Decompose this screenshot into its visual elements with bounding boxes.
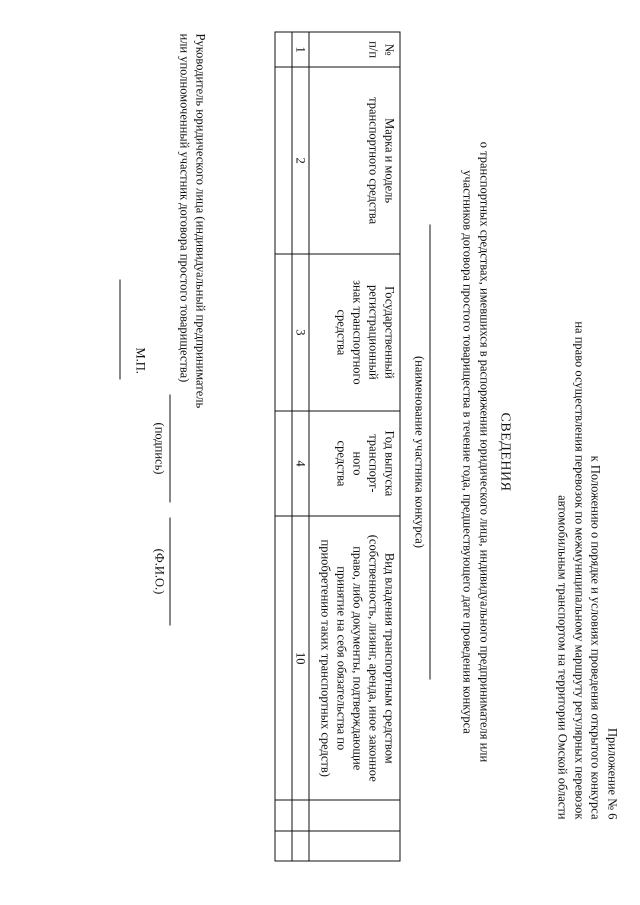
table-cell (275, 800, 292, 830)
header-cell-brand-model: Марка и модель транспортного средства (309, 67, 400, 254)
column-number-empty (292, 800, 309, 830)
full-name-line (170, 518, 171, 626)
column-number: 10 (292, 516, 309, 800)
description-line: участников договора простого товарищества в течение года, предшествующего дате проведения конкурса (461, 170, 475, 734)
stamp-place: М.П. (133, 347, 148, 374)
table-row (275, 32, 292, 861)
column-number: 3 (292, 254, 309, 411)
signatory-line: или уполномоченный участник договора простого товарищества) (177, 33, 192, 383)
appendix-line: на право осуществления перевозок по межмуниципальному маршруту регулярных перевозок (572, 321, 587, 820)
table-cell (275, 831, 292, 861)
appendix-header (555, 321, 621, 819)
description-line: о транспортных средствах, имевшихся в распоряжении юридического лица, индивидуального предпринимателя или (477, 141, 492, 763)
document-title: СВЕДЕНИЯ (497, 412, 513, 492)
date-line (120, 280, 121, 380)
appendix-number: Приложение № 6 (605, 727, 620, 820)
table-cell (275, 32, 292, 67)
appendix-line: к Положению о порядке и условиях проведения открытого конкурса (589, 455, 603, 820)
table-cell (275, 67, 292, 254)
column-number: 2 (292, 67, 309, 254)
table-header-row (309, 32, 400, 861)
header-cell-ownership: Вид владения транспортным средством (собственность, лизинг, аренда, иное законное право, либо документы, подтверждающие принятие на себя обязательства по приобретению таких транспортных средств) (309, 516, 400, 800)
header-cell-year: Год выпуска транспорт- ного средства (309, 411, 400, 517)
header-cell-number: № п/п (309, 32, 400, 67)
participant-name-line (430, 225, 431, 680)
table-cell (275, 516, 292, 800)
table-cell (275, 254, 292, 411)
signatory-label (177, 34, 209, 409)
column-number-empty (292, 831, 309, 861)
signature-line (170, 395, 171, 503)
document-description (460, 0, 493, 905)
header-cell-extra (309, 831, 400, 861)
header-cell-reg-plate: Государственный регистрационный знак транспортного средства (309, 254, 400, 411)
header-cell-extra (309, 800, 400, 830)
column-number-row (292, 32, 309, 861)
participant-caption: (наименование участника конкурса) (412, 355, 427, 549)
rotated-document-page (1, 0, 640, 905)
full-name-caption: (Ф.И.О.) (152, 548, 167, 595)
column-number: 4 (292, 411, 309, 517)
vehicles-table (275, 32, 401, 862)
column-number: 1 (292, 32, 309, 67)
appendix-line: автомобильным транспортом на территории Омской области (556, 495, 570, 820)
signature-caption: (подпись) (152, 422, 167, 475)
table-cell (275, 411, 292, 517)
signatory-line: Руководитель юридического лица (индивидуальный предприниматель (193, 33, 208, 409)
